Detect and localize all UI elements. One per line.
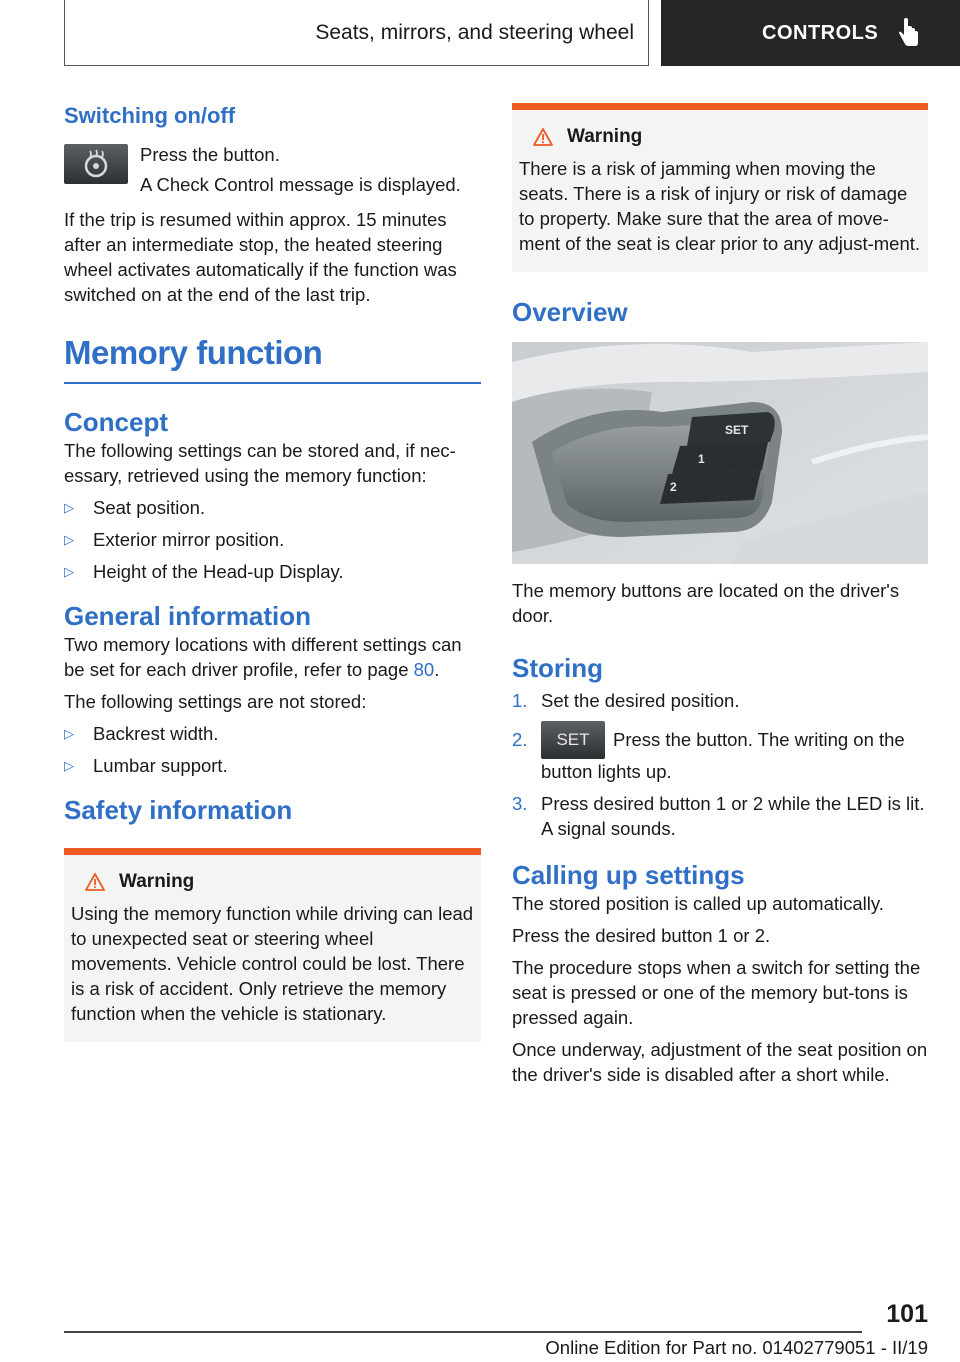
hand-pointer-icon [898,18,920,48]
calling-text-2: Press the desired button 1 or 2. [512,925,771,946]
set-button-icon: SET [541,721,605,759]
warning-text: There is a risk of jamming when moving the seats. There is a risk of injury or risk of damage to property. Make sure that the area of move-ment of the seat is clear prior to any adjust-ment. [519,158,921,254]
list-item: ▷ Lumbar support. [64,755,228,776]
memory-buttons-photo [512,342,928,564]
switching-title: Switching on/off [64,103,236,128]
warning-triangle-icon [533,128,553,146]
calling-text-4: Once underway, adjustment of the seat position on the driver's side is disabled after a short while. [512,1039,928,1085]
header-section [64,0,649,66]
footer-divider [64,1331,862,1333]
button-1-label: 1 [698,452,705,466]
right-column [512,103,928,1094]
warning-label: Warning [119,871,195,892]
concept-list [64,495,481,584]
list-item: ▷ Seat position. [64,497,206,518]
edition-text: Online Edition for Part no. 01402779051 - II/19 [545,1337,928,1358]
triangle-bullet-icon: ▷ [64,758,74,773]
memory-function-title: Memory function [64,333,481,384]
switch-instruction [64,142,481,202]
concept-text: The following settings can be stored and, if nec-essary, retrieved using the memory function: [64,440,456,486]
button-2-label: 2 [670,480,677,494]
header-chapter [661,0,960,66]
list-item: 1. Set the desired position. [512,690,740,711]
trip-text: If the trip is resumed within approx. 15 minutes after an intermediate stop, the heated steering wheel activates automatically if the function was switched on at the end of the last trip. [64,209,457,305]
storing-steps [512,688,928,841]
warning-header [533,126,921,148]
overview-title: Overview [512,297,628,327]
set-button-label: SET [725,423,749,437]
calling-text-3: The procedure stops when a switch for setting the seat is pressed or one of the memory but-tons is pressed again. [512,957,921,1028]
press-button-text: Press the button. [140,144,280,165]
calling-up-title: Calling up settings [512,860,745,890]
check-control-text: A Check Control message is displayed. [140,174,461,195]
page-number: 101 [886,1300,928,1328]
triangle-bullet-icon: ▷ [64,564,74,579]
not-stored-text: The following settings are not stored: [64,691,367,712]
warning-box [64,848,481,1042]
storing-title: Storing [512,653,603,683]
safety-information-title: Safety information [64,795,293,825]
warning-text: Using the memory function while driving can lead to unexpected seat or steering wheel movements. Vehicle control could be lost. There is a risk of accident. Only retrieve the memory function when the vehicle is stationary. [71,903,474,1024]
list-item: ▷ Backrest width. [64,723,219,744]
general-information-title: General information [64,601,312,631]
heated-steering-wheel-icon [64,144,128,184]
page-link[interactable]: 80 [413,659,435,680]
list-item: 3. Press desired button 1 or 2 while the LED is lit. A signal sounds. [512,793,925,839]
triangle-bullet-icon: ▷ [64,500,74,515]
header-section-title: Seats, mirrors, and steering wheel [315,20,634,44]
left-column [64,102,481,1042]
photo-caption: The memory buttons are located on the driver's door. [512,580,900,626]
list-item: ▷ Exterior mirror position. [64,529,285,550]
warning-triangle-icon [85,873,105,891]
triangle-bullet-icon: ▷ [64,726,74,741]
warning-header [85,871,474,893]
general-text: Two memory locations with different settings can be set for each driver profile, refer to page 80. [64,634,462,680]
not-stored-list [64,721,481,778]
list-item: ▷ Height of the Head-up Display. [64,561,344,582]
header-chapter-title: CONTROLS [762,21,879,44]
triangle-bullet-icon: ▷ [64,532,74,547]
concept-title: Concept [64,407,168,437]
calling-text-1: The stored position is called up automatically. [512,893,884,914]
list-item: 2. SET Press the button. The writing on the button lights up. [512,727,928,784]
warning-box [512,103,928,272]
warning-label: Warning [567,126,643,147]
